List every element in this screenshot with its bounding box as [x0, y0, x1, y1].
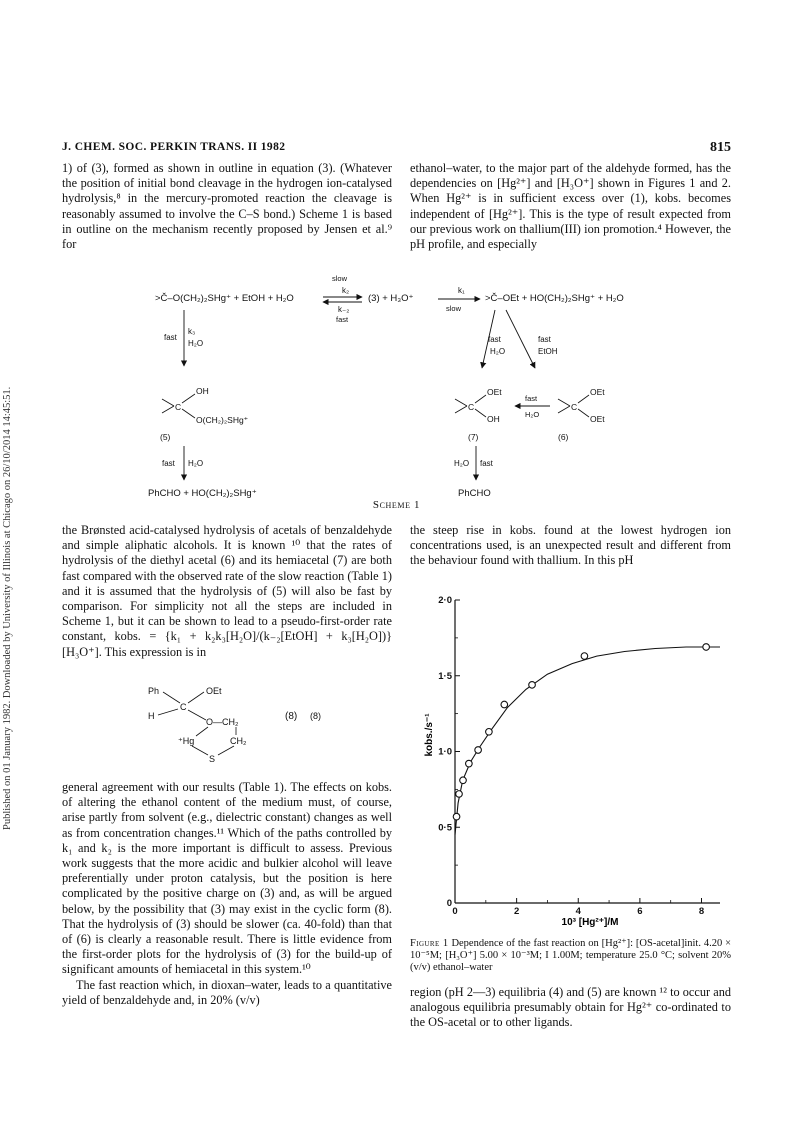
data-point: [475, 747, 482, 754]
y-tick-label: 2·0: [438, 595, 452, 606]
paragraph: 1) of (3), formed as shown in outline in equation (3). (Whatever the position of initial bond cleavage in the hydrogen ion-catalysed hydrolysis,⁸ in the mercury-promoted reaction the cleavage is reasonably assumed to involve the C–S bond.) Scheme 1 is based in outline on the mechanism recently proposed by Jensen et al.⁹ for: [62, 161, 392, 252]
paragraph: the Brønsted acid-catalysed hydrolysis of acetals of benzaldehyde and simple aliphatic alcohols. It is known ¹⁰ that the rates of hydrolysis of the diethyl acetal (6) and its hemiacetal (7) are both fast compared with the observed rate of the slow reaction (Table 1) and it is assumed that the hydrolysis of (5) will also be fast by comparison. For simplicity not all the steps are included in Scheme 1, but it can be shown to lead to a pseudo-first-order rate constant, kobs. = {k₁ + k₂k₃[H₂O]/(k₋₂[EtOH] + k₃[H₂O])}[H₃O⁺]. This expression is in: [62, 523, 392, 659]
products-left: PhCHO + HO(CH₂)₂SHg⁺: [148, 488, 257, 499]
figure-label: Figure 1: [410, 938, 449, 949]
data-point: [453, 813, 460, 820]
structure-8-label: (8): [285, 711, 298, 722]
atom-h: H: [148, 711, 155, 721]
paragraph: general agreement with our results (Table 1). The effects on kobs. of altering the ethanol content of the medium must, of course, arise partly from solvent (e.g., dielectric constant) changes as well as from concentration changes.¹¹ Which of the paths controlled by k₁ and k₂ is the more important is difficult to assess. Previous work suggests that the more acidic and bulkier alcohol will leave preferentially under proton catalysis, but the position is here complicated by the positive charge on (3) and, as will be argued below, by the possibility that (3) may exist in the cyclic form (8). That the hydrolysis of (3) should be slower (ca. 40-fold) than that of (6) is clearly a reasonable result. There is little evidence from the first-order plots for the hydrolysis of (3) for the build-up of significant amounts of hemiacetal in this system.¹⁰: [62, 780, 392, 977]
data-point: [703, 644, 710, 651]
label-slow-top: slow: [332, 274, 348, 283]
atom-hg: ⁺Hg: [178, 736, 195, 746]
label-k-2: k₋₂: [338, 305, 350, 314]
label-fast-6: fast: [538, 335, 551, 344]
reactant-left: >Č–O(CH₂)₂SHg⁺ + EtOH + H₂O: [155, 293, 294, 304]
label-h2o-left: H₂O: [188, 339, 204, 348]
label-h2o-7: H₂O: [490, 347, 506, 356]
right-column-top: [410, 161, 731, 252]
scheme-1-diagram: [140, 266, 700, 506]
x-tick-label: 4: [575, 906, 581, 917]
data-point: [456, 791, 463, 798]
label-fast-bottom: fast: [336, 315, 349, 324]
label-h2o-mid: H₂O: [525, 410, 540, 419]
product-right: >Č–OEt + HO(CH₂)₂SHg⁺ + H₂O: [485, 293, 624, 304]
y-tick-label: 0·5: [438, 822, 452, 834]
label-fast-7: fast: [488, 335, 501, 344]
right-column-bottom: [410, 985, 731, 1031]
label-h2o-5: H₂O: [188, 459, 204, 468]
figure-1-caption: [410, 938, 731, 974]
intermediate-3: (3) + H₃O⁺: [368, 293, 414, 304]
label-etoh-6: EtOH: [538, 347, 558, 356]
atom-c-7: C: [468, 402, 475, 412]
data-point: [486, 729, 493, 736]
y-tick-label: 1·5: [438, 670, 452, 682]
label-k3: k₃: [188, 327, 196, 336]
group-oh-7: OH: [487, 414, 500, 424]
atom-ch2: CH₂: [230, 736, 247, 746]
page-number: 815: [710, 140, 731, 155]
fitted-curve: [455, 647, 720, 835]
data-point: [529, 682, 536, 689]
journal-header: J. CHEM. SOC. PERKIN TRANS. II 1982: [62, 141, 286, 153]
data-point: [501, 701, 508, 708]
data-point: [460, 777, 467, 784]
label-5: (5): [160, 432, 171, 442]
left-column-bottom: [62, 780, 392, 1008]
label-fast-left: fast: [164, 333, 177, 342]
atom-ph: Ph: [148, 686, 160, 696]
group-oet-7: OEt: [487, 387, 502, 397]
paragraph: The fast reaction which, in dioxan–water, leads to a quantitative yield of benzaldehyde and, in 20% (v/v): [62, 977, 392, 1007]
data-point: [466, 760, 473, 767]
label-fast-5: fast: [162, 459, 175, 468]
download-notice: Published on 01 January 1982. Downloaded by University of Illinois at Chicago on 26/10/2014 14:45:51.: [2, 386, 13, 830]
atom-c-5: C: [175, 402, 182, 412]
atom-c-8: C: [180, 702, 187, 712]
structure-8-diagram: [130, 683, 321, 764]
label-slow: slow: [446, 304, 462, 313]
y-tick-label: 0: [446, 898, 452, 909]
group-och2-5: O(CH₂)₂SHg⁺: [196, 415, 249, 425]
data-point: [581, 653, 588, 660]
atom-s: S: [209, 754, 216, 764]
right-column-middle: [410, 523, 731, 569]
product-benzaldehyde: PhCHO: [458, 488, 491, 499]
left-column-middle: [62, 523, 392, 660]
figure-1-chart: [410, 585, 731, 930]
x-axis-label: 10³ [Hg²⁺]/M: [561, 917, 619, 928]
label-7: (7): [468, 432, 479, 442]
x-tick-label: 6: [637, 906, 643, 917]
group-oet-6a: OEt: [590, 387, 605, 397]
paragraph: ethanol–water, to the major part of the aldehyde formed, has the dependencies on [Hg²⁺] and [H₃O⁺] shown in Figures 1 and 2. When Hg²⁺ is in sufficient excess over (1), kobs. becomes independent of [Hg²⁺]. This is the type of result expected from our previous work on thallium(III) ion promotion.⁴ However, the pH profile, and especially: [410, 161, 731, 252]
label-fast-mid: fast: [525, 394, 538, 403]
left-column-top: [62, 161, 392, 252]
label-6: (6): [558, 432, 569, 442]
paragraph: the steep rise in kobs. found at the lowest hydrogen ion concentrations used, is an unexpected result and different from the behaviour found with thallium. In this pH: [410, 523, 731, 568]
x-tick-label: 0: [452, 906, 458, 917]
x-tick-label: 2: [513, 906, 520, 917]
group-o-ch2: O—CH₂: [206, 717, 239, 727]
paragraph: region (pH 2—3) equilibria (4) and (5) are known ¹² to occur and analogous equilibria presumably obtain for Hg²⁺ co-ordinated to the OS-acetal or to other ligands.: [410, 985, 731, 1030]
label-h2o-down: H₂O: [454, 459, 470, 468]
scheme-caption: Scheme 1: [372, 499, 421, 511]
label-fast-down: fast: [480, 459, 493, 468]
x-tick-label: 8: [698, 906, 705, 917]
group-oet-6b: OEt: [590, 414, 605, 424]
label-k1: k₁: [458, 286, 465, 295]
group-oh-5: OH: [196, 386, 209, 396]
atom-c-6: C: [571, 402, 578, 412]
y-axis-label: kobs./s⁻¹: [424, 713, 435, 757]
y-tick-label: 1·0: [438, 746, 452, 758]
label-k2: k₂: [342, 286, 350, 295]
atom-oet: OEt: [206, 686, 222, 696]
label-8: (8): [310, 711, 321, 721]
figure-caption-text: Dependence of the fast reaction on [Hg²⁺]: [OS-acetal]init. 4.20 × 10⁻⁵M; [H₃O⁺] 5.00 × 10⁻³M; I 1.00M; temperature 25.0 °C; solvent 20% (v/v) ethanol–water: [410, 938, 731, 973]
